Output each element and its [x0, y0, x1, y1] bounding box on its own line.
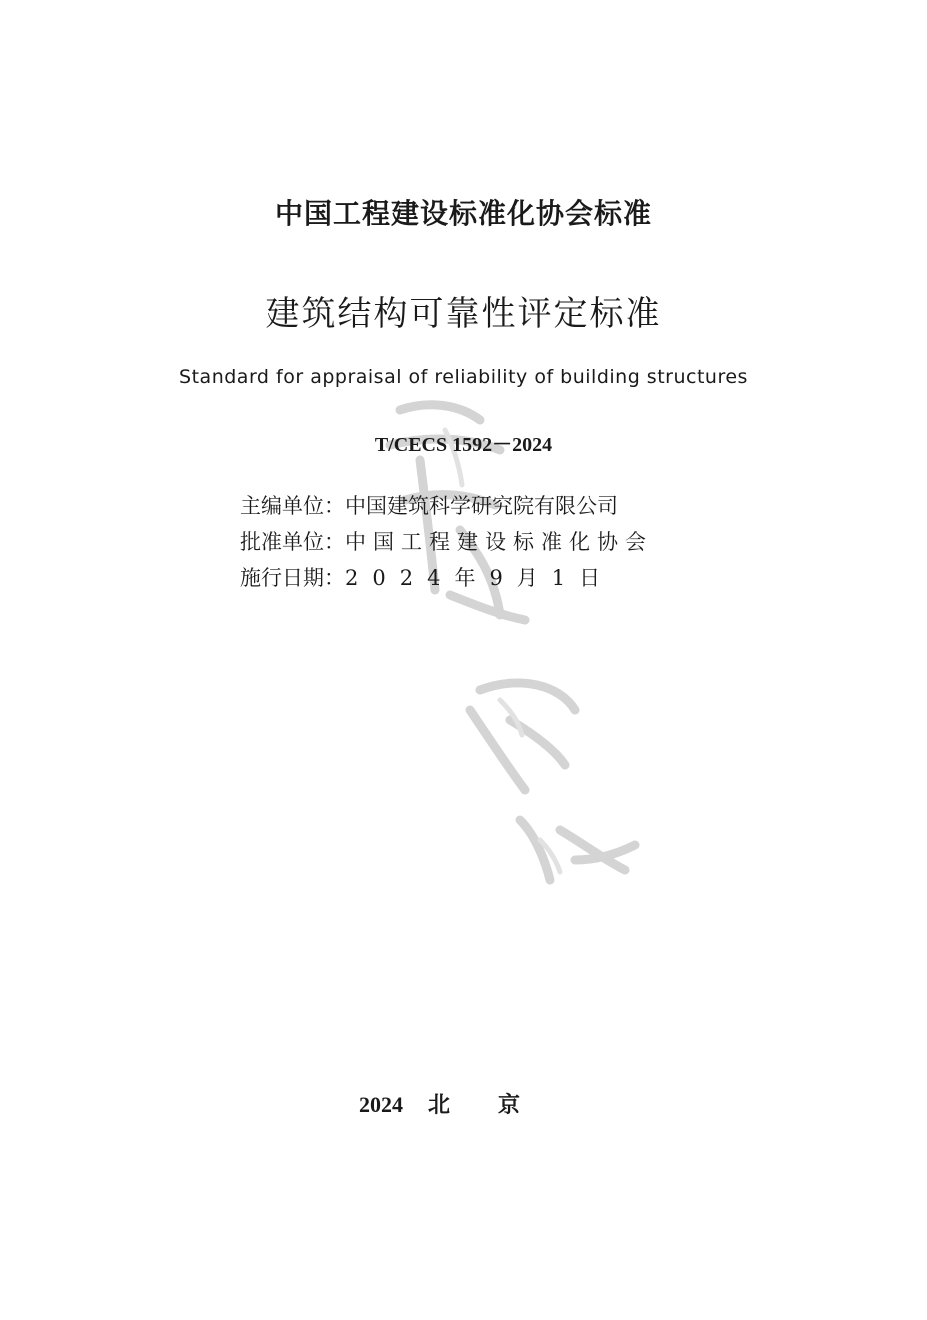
approver-value: 中国工程建设标准化协会	[345, 530, 653, 554]
effective-date-row	[240, 560, 653, 596]
approver-label: 批准单位：	[240, 530, 345, 554]
effective-date-value: 2024年9月1日	[345, 566, 615, 590]
effective-date-label: 施行日期：	[240, 566, 345, 590]
document-title-english: Standard for appraisal of reliability of building structures	[179, 366, 748, 388]
publication-year: 2024	[358, 1092, 403, 1117]
approver-row	[240, 524, 653, 560]
watermark-calligraphy	[360, 390, 660, 910]
document-title: 建筑结构可靠性评定标准	[265, 294, 662, 334]
chief-editor-row	[240, 488, 653, 524]
association-title: 中国工程建设标准化协会标准	[274, 197, 652, 230]
chief-editor-value: 中国建筑科学研究院有限公司	[345, 494, 618, 518]
publication-city: 北京	[427, 1092, 568, 1118]
standard-number: T/CECS 1592－2024	[374, 434, 553, 456]
chief-editor-label: 主编单位：	[240, 494, 345, 518]
info-block	[240, 488, 653, 596]
publication-footer	[0, 1088, 927, 1119]
